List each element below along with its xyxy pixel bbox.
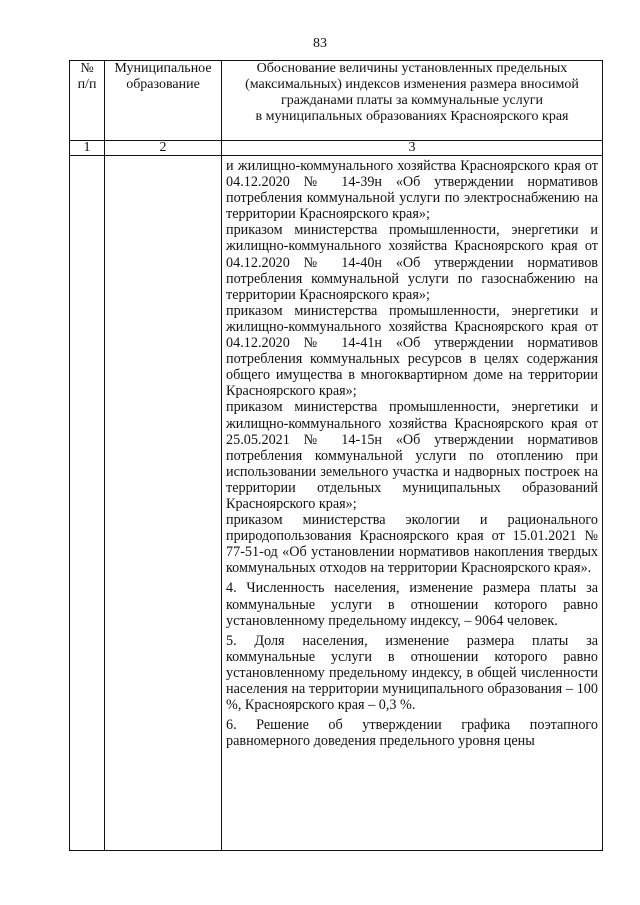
column-number: 2 bbox=[105, 141, 222, 156]
paragraph: и жилищно-коммунального хозяйства Красноярского края от 04.12.2020 № 14-39н «Об утверждении нормативов потребления коммунальной услуги по электроснабжению на территории Красноярского края»; bbox=[226, 158, 598, 223]
paragraph: приказом министерства промышленности, энергетики и жилищно-коммунального хозяйства Красноярского края от 04.12.2020 № 14-41н «Об утверждении нормативов потребления коммунальных ресурсов в целях содержания общего имущества в многоквартирном доме на территории Красноярского края»; bbox=[226, 302, 598, 400]
table-header-row bbox=[70, 61, 603, 141]
paragraph: приказом министерства экологии и рационального природопользования Красноярского края от 15.01.2021 № 77-51-од «Об установлении нормативов накопления твердых коммунальных отходов на территории Красноярского края». bbox=[226, 512, 598, 577]
paragraph: приказом министерства промышленности, энергетики и жилищно-коммунального хозяйства Красноярского края от 04.12.2020 № 14-40н «Об утверждении нормативов потребления коммунальной услуги по газоснабжению на территории Красноярского края»; bbox=[226, 222, 598, 303]
column-number-row bbox=[70, 141, 603, 156]
paragraph: приказом министерства промышленности, энергетики и жилищно-коммунального хозяйства Красноярского края от 25.05.2021 № 14-15н «Об утверждении нормативов потребления коммунальной услуги по отоплению при использовании земельного участка и надворных построек на территории отдельных муниципальных образований Красноярского края»; bbox=[226, 399, 598, 512]
justification-table bbox=[69, 60, 603, 851]
paragraph: 6. Решение об утверждении графика поэтапного равномерного доведения предельного уровня цены bbox=[226, 717, 598, 750]
header-number: № п/п bbox=[70, 61, 105, 141]
column-number: 1 bbox=[70, 141, 105, 156]
table-row bbox=[70, 156, 603, 851]
header-justification: Обоснование величины установленных предельных (максимальных) индексов изменения размера вносимой гражданами платы за коммунальные услуги в муниципальных образованиях Красноярского края bbox=[222, 61, 603, 141]
column-number: 3 bbox=[222, 141, 603, 156]
header-municipality: Муниципальное образование bbox=[105, 61, 222, 141]
page-number: 83 bbox=[313, 36, 327, 51]
paragraph: 4. Численность населения, изменение размера платы за коммунальные услуги в отношении которого равно установленному предельному индексу, – 9064 человек. bbox=[226, 580, 598, 629]
row-number-cell bbox=[70, 156, 105, 851]
row-municipality-cell bbox=[105, 156, 222, 851]
paragraph: 5. Доля населения, изменение размера платы за коммунальные услуги в отношении которого равно установленному предельному индексу, в общей численности населения на территории муниципального образования – 100 %, Красноярского края – 0,3 %. bbox=[226, 632, 598, 714]
row-justification-cell bbox=[222, 156, 603, 851]
